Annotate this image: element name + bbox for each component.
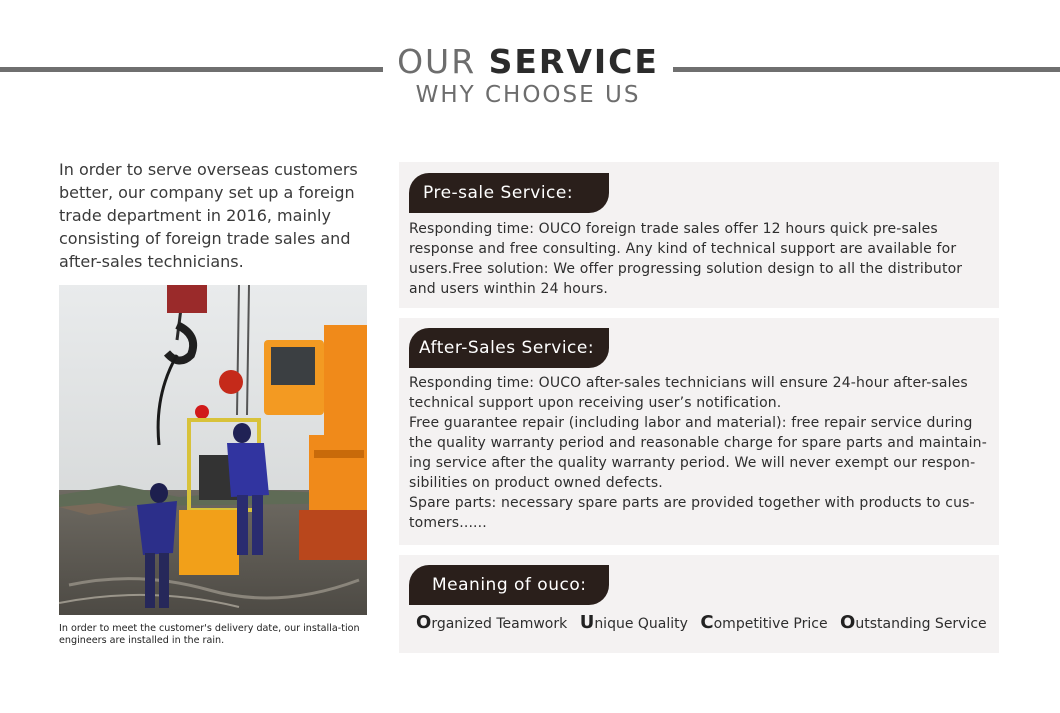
- meaning-initial: U: [579, 612, 595, 633]
- meaning-rest: nique Quality: [594, 616, 688, 632]
- meaning-word: [700, 612, 828, 633]
- aftersale-paragraph: Responding time: OUCO after-sales technicians will ensure 24-hour after-sales technical support upon receiving user’s notification.: [409, 375, 968, 411]
- meaning-rest: ompetitive Price: [713, 616, 828, 632]
- meaning-card: [399, 555, 999, 653]
- meaning-initial: C: [700, 612, 714, 633]
- header-divider-right: [673, 67, 1060, 72]
- meaning-word: [579, 612, 688, 633]
- title-light: OUR: [397, 42, 477, 81]
- title-bold: SERVICE: [488, 42, 659, 81]
- section-subtitle: WHY CHOOSE US: [415, 82, 641, 108]
- meaning-rest: rganized Teamwork: [431, 616, 568, 632]
- meaning-word: [840, 612, 987, 633]
- header-divider-left: [0, 67, 383, 72]
- presale-card: [399, 162, 999, 308]
- aftersale-heading: After-Sales Service:: [409, 328, 609, 368]
- meaning-initial: O: [416, 612, 432, 633]
- aftersale-card: [399, 318, 999, 545]
- aftersale-body: [409, 373, 989, 533]
- aftersale-paragraph: Free guarantee repair (including labor and material): free repair service during the quality warranty period and reasonable charge for spare parts and maintain-ing service after the quality warranty period. We will never exempt our respon-sibilities on product owned defects.: [409, 415, 987, 491]
- meaning-words: [416, 612, 995, 633]
- presale-heading: Pre-sale Service:: [409, 173, 609, 213]
- section-title: [383, 42, 673, 82]
- photo-caption: In order to meet the customer's delivery date, our installa-tion engineers are installed in the rain.: [59, 623, 360, 646]
- meaning-initial: O: [840, 612, 856, 633]
- installation-photo: [59, 285, 367, 615]
- presale-body: Responding time: OUCO foreign trade sales offer 12 hours quick pre-sales response and free consulting. Any kind of technical support are available for users.Free solution: We offer progressing solution design to all the distributor and users winthin 24 hours.: [409, 221, 963, 297]
- intro-text: In order to serve overseas customers better, our company set up a foreign trade department in 2016, mainly consisting of foreign trade sales and after-sales technicians.: [59, 160, 358, 271]
- meaning-heading: Meaning of ouco:: [409, 565, 609, 605]
- meaning-rest: utstanding Service: [855, 616, 987, 632]
- installation-photo-illustration: [59, 285, 367, 615]
- aftersale-paragraph: Spare parts: necessary spare parts are provided together with products to cus-tomers......: [409, 495, 975, 531]
- meaning-word: [416, 612, 568, 633]
